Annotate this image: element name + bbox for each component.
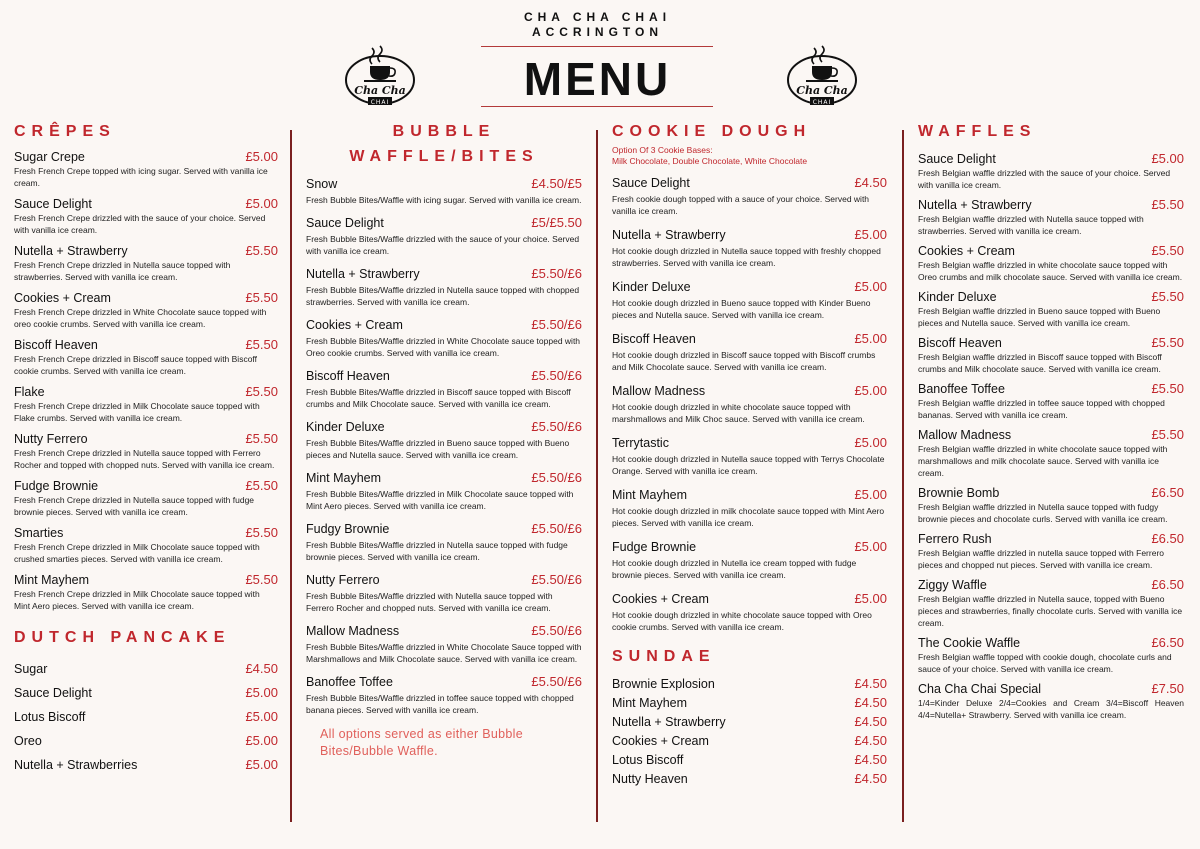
menu-item-header bbox=[14, 243, 278, 259]
menu-item-name: Sauce Delight bbox=[612, 176, 690, 190]
menu-item-description: Hot cookie dough drizzled in milk chocolate sauce topped with Mint Aero pieces. Served with vanilla ice cream. bbox=[612, 506, 885, 528]
menu-item-price: £5.50 bbox=[245, 525, 278, 540]
menu-item bbox=[918, 577, 1184, 629]
menu-item-name: Brownie Explosion bbox=[612, 677, 715, 691]
menu-item bbox=[612, 591, 887, 633]
menu-item bbox=[918, 197, 1184, 237]
menu-item-description: Fresh Belgian waffle drizzled in Nutella sauce topped with fudgy brownie pieces and chocolate curls. Served with vanilla ice cream. bbox=[918, 502, 1168, 524]
menu-item-name: Banoffee Toffee bbox=[306, 675, 393, 689]
menu-item-name: Biscoff Heaven bbox=[14, 338, 98, 352]
menu-item-price: £5.00 bbox=[854, 487, 887, 502]
menu-item bbox=[612, 752, 887, 768]
menu-item-description: Hot cookie dough drizzled in white chocolate sauce topped with marshmallows and Milk Choc sauce. Served with vanilla ice cream. bbox=[612, 402, 865, 424]
menu-item bbox=[918, 427, 1184, 479]
menu-item-header bbox=[918, 635, 1184, 651]
menu-item-price: £5.00 bbox=[245, 685, 278, 700]
svg-text:CHAI: CHAI bbox=[812, 99, 832, 106]
menu-item-description: Fresh Bubble Bites/Waffle drizzled in toffee sauce topped with chopped banana pieces. Served with vanilla ice cream. bbox=[306, 693, 574, 715]
menu-item bbox=[306, 419, 582, 461]
menu-item bbox=[612, 676, 887, 692]
menu-item bbox=[14, 685, 278, 701]
menu-item-description: Fresh French Crepe drizzled in Nutella sauce topped with fudge brownie pieces. Served with vanilla ice cream. bbox=[14, 495, 255, 517]
menu-item-price: £5.50 bbox=[245, 478, 278, 493]
menu-item-header bbox=[918, 197, 1184, 213]
menu-item-description: Fresh Bubble Bites/Waffle drizzled with the sauce of your choice. Served with vanilla ice cream. bbox=[306, 234, 580, 256]
menu-item-name: Fudge Brownie bbox=[612, 540, 697, 554]
menu-item bbox=[14, 431, 278, 471]
menu-item bbox=[918, 289, 1184, 329]
menu-item-price: £7.50 bbox=[1151, 681, 1184, 696]
menu-item-header bbox=[306, 572, 582, 588]
menu-item-name: Nutty Ferrero bbox=[306, 573, 380, 587]
menu-item bbox=[612, 331, 887, 373]
bubble-footnote: All options served as either Bubble Bites/Bubble Waffle. bbox=[320, 727, 523, 758]
menu-item-name: Cookies + Cream bbox=[612, 592, 709, 606]
menu-item-price: £4.50 bbox=[854, 752, 887, 767]
menu-item-name: Banoffee Toffee bbox=[918, 382, 1005, 396]
column-divider-3 bbox=[902, 130, 904, 822]
menu-item-description: Fresh Belgian waffle topped with cookie dough, chocolate curls and sauce of your choice. Served with vanilla ice cream. bbox=[918, 652, 1172, 674]
menu-item-name: Kinder Deluxe bbox=[918, 290, 997, 304]
crepes-title: CRÊPES bbox=[14, 123, 116, 140]
menu-item-name: Cookies + Cream bbox=[14, 291, 111, 305]
menu-item-price: £5.00 bbox=[854, 435, 887, 450]
brand-name bbox=[480, 10, 715, 40]
teacup-logo-icon bbox=[342, 44, 418, 110]
menu-item-name: Mint Mayhem bbox=[612, 488, 688, 502]
menu-item-name: Nutella + Strawberry bbox=[612, 228, 726, 242]
menu-item-price: £4.50 bbox=[854, 676, 887, 691]
menu-item-description: Hot cookie dough drizzled in Biscoff sauce topped with Biscoff crumbs and Milk Chocolate sauce. Served with vanilla ice cream. bbox=[612, 350, 876, 372]
waffles-title: WAFFLES bbox=[918, 123, 1037, 140]
menu-item-name: Cookies + Cream bbox=[612, 734, 709, 748]
brand-line-2: ACCRINGTON bbox=[531, 25, 664, 39]
menu-item-header bbox=[918, 577, 1184, 593]
menu-item-price: £5.00 bbox=[854, 331, 887, 346]
menu-item bbox=[14, 290, 278, 330]
menu-item-description: Fresh Bubble Bites/Waffle drizzled in Milk Chocolate sauce topped with Mint Aero pieces. Served with vanilla ice cream. bbox=[306, 489, 574, 511]
menu-item-price: £5.50/£6 bbox=[531, 623, 582, 638]
menu-item bbox=[306, 215, 582, 257]
menu-item-header bbox=[612, 435, 887, 451]
menu-item-header bbox=[918, 151, 1184, 167]
menu-item-price: £5.50/£6 bbox=[531, 368, 582, 383]
menu-item-name: Sauce Delight bbox=[14, 197, 92, 211]
menu-item-name: Fudge Brownie bbox=[14, 479, 99, 493]
menu-item-name: Mint Mayhem bbox=[306, 471, 382, 485]
menu-item bbox=[306, 266, 582, 308]
menu-item bbox=[918, 635, 1184, 675]
menu-item-price: £5.00 bbox=[245, 196, 278, 211]
menu-item-header bbox=[14, 290, 278, 306]
menu-item-name: Biscoff Heaven bbox=[612, 332, 696, 346]
menu-item-header bbox=[918, 335, 1184, 351]
menu-item bbox=[918, 485, 1184, 525]
menu-item-price: £5.50/£6 bbox=[531, 674, 582, 689]
menu-item-price: £4.50 bbox=[854, 733, 887, 748]
menu-item bbox=[14, 337, 278, 377]
header-top-divider bbox=[481, 46, 713, 47]
column-divider-2 bbox=[596, 130, 598, 822]
menu-item-name: Sauce Delight bbox=[14, 686, 92, 700]
menu-item bbox=[14, 757, 278, 773]
menu-item-header bbox=[918, 381, 1184, 397]
menu-item-description: Fresh Belgian waffle drizzled with the sauce of your choice. Served with vanilla ice cream. bbox=[918, 168, 1171, 190]
menu-item-description: Fresh Belgian waffle drizzled in Nutella sauce, topped with Bueno pieces and strawberries, finally chocolate curls. Served with vanilla ice cream. bbox=[918, 594, 1183, 628]
menu-item-header bbox=[306, 419, 582, 435]
menu-item-price: £5.00 bbox=[245, 757, 278, 772]
menu-item bbox=[612, 487, 887, 529]
menu-item bbox=[14, 384, 278, 424]
menu-item-description: Fresh Bubble Bites/Waffle drizzled in Biscoff sauce topped with Biscoff crumbs and Milk Chocolate sauce. Served with vanilla ice cream. bbox=[306, 387, 571, 409]
menu-item-description: Fresh Belgian waffle drizzled in Bueno sauce topped with Bueno pieces and Nutella sauce. Served with vanilla ice cream. bbox=[918, 306, 1161, 328]
menu-item bbox=[306, 674, 582, 716]
menu-item-description: Fresh Belgian waffle drizzled in Biscoff sauce topped with Biscoff crumbs and Milk chocolate sauce. Served with vanilla ice cream. bbox=[918, 352, 1162, 374]
menu-item-name: Mallow Madness bbox=[612, 384, 706, 398]
menu-item-name: Mallow Madness bbox=[918, 428, 1012, 442]
menu-item-description: Hot cookie dough drizzled in Nutella sauce topped with freshly chopped strawberries. Served with vanilla ice cream. bbox=[612, 246, 881, 268]
menu-item-price: £5.50/£6 bbox=[531, 470, 582, 485]
menu-item-price: £6.50 bbox=[1151, 531, 1184, 546]
menu-item bbox=[14, 525, 278, 565]
menu-item-description: Hot cookie dough drizzled in Nutella sauce topped with Terrys Chocolate Orange. Served with vanilla ice cream. bbox=[612, 454, 885, 476]
menu-item-price: £4.50 bbox=[245, 661, 278, 676]
sundae-list bbox=[612, 676, 887, 787]
menu-item-price: £5.50 bbox=[1151, 381, 1184, 396]
menu-item-description: Hot cookie dough drizzled in white chocolate sauce topped with Oreo cookie crumbs. Served with vanilla ice cream. bbox=[612, 610, 872, 632]
menu-item bbox=[612, 227, 887, 269]
menu-item-description: Fresh Bubble Bites/Waffle drizzled in White Chocolate sauce topped with Oreo cookie crumbs. Served with vanilla ice cream. bbox=[306, 336, 581, 358]
menu-item-description: Fresh French Crepe drizzled with the sauce of your choice. Served with vanilla ice cream. bbox=[14, 213, 266, 235]
menu-item bbox=[14, 572, 278, 612]
menu-item-price: £5.50 bbox=[245, 431, 278, 446]
logo-left bbox=[342, 44, 418, 110]
menu-item-header bbox=[306, 215, 582, 231]
menu-item-name: Biscoff Heaven bbox=[918, 336, 1002, 350]
menu-item-name: Mint Mayhem bbox=[612, 696, 688, 710]
dutch-pancake-list bbox=[14, 661, 278, 773]
menu-item-name: Kinder Deluxe bbox=[306, 420, 385, 434]
menu-item-header bbox=[612, 487, 887, 503]
menu-item-name: Nutty Ferrero bbox=[14, 432, 88, 446]
menu-item bbox=[918, 335, 1184, 375]
menu-item bbox=[612, 435, 887, 477]
menu-item-price: £5/£5.50 bbox=[531, 215, 582, 230]
svg-text:Cha Cha: Cha Cha bbox=[796, 84, 848, 97]
menu-item-header bbox=[612, 331, 887, 347]
menu-item bbox=[612, 771, 887, 787]
menu-item bbox=[612, 175, 887, 217]
menu-item-price: £4.50 bbox=[854, 175, 887, 190]
crepes-column bbox=[14, 118, 278, 781]
svg-text:CHAI: CHAI bbox=[370, 99, 390, 106]
menu-item-name: Mint Mayhem bbox=[14, 573, 90, 587]
svg-text:Cha Cha: Cha Cha bbox=[354, 84, 406, 97]
menu-item-header bbox=[918, 681, 1184, 697]
menu-item-header bbox=[918, 427, 1184, 443]
menu-item-description: Fresh French Crepe drizzled in White Chocolate sauce topped with oreo cookie crumbs. Served with vanilla ice cream. bbox=[14, 307, 267, 329]
menu-item-name: Nutella + Strawberry bbox=[306, 267, 420, 281]
menu-item-price: £5.00 bbox=[245, 149, 278, 164]
menu-item-name: Lotus Biscoff bbox=[612, 753, 684, 767]
menu-item-description: Fresh French Crepe drizzled in Milk Chocolate sauce topped with Mint Aero pieces. Served with vanilla ice cream. bbox=[14, 589, 260, 611]
menu-item-description: Fresh French Crepe topped with icing sugar. Served with vanilla ice cream. bbox=[14, 166, 268, 188]
menu-item-description: Fresh Belgian waffle drizzled in white chocolate sauce topped with Oreo crumbs and milk chocolate sauce. Served with vanilla ice cream. bbox=[918, 260, 1183, 282]
menu-item-name: Nutella + Strawberry bbox=[14, 244, 128, 258]
menu-item-price: £5.00 bbox=[854, 591, 887, 606]
menu-item-name: Sugar Crepe bbox=[14, 150, 85, 164]
menu-item-header bbox=[612, 175, 887, 191]
cookie-bases-note-line-1: Option Of 3 Cookie Bases: bbox=[612, 145, 713, 155]
menu-item-price: £4.50 bbox=[854, 695, 887, 710]
teacup-logo-icon bbox=[784, 44, 860, 110]
menu-item-description: Fresh cookie dough topped with a sauce of your choice. Served with vanilla ice cream. bbox=[612, 194, 870, 216]
menu-item-description: Fresh Bubble Bites/Waffle drizzled with Nutella sauce topped with Ferrero Rocher and chopped nuts. Served with vanilla ice cream. bbox=[306, 591, 553, 613]
menu-item bbox=[14, 661, 278, 677]
menu-item bbox=[306, 623, 582, 665]
menu-item-description: Hot cookie dough drizzled in Bueno sauce topped with Kinder Bueno pieces and Nutella sauce. Served with vanilla ice cream. bbox=[612, 298, 871, 320]
menu-item-description: Fresh Bubble Bites/Waffle with icing sugar. Served with vanilla ice cream. bbox=[306, 195, 582, 205]
menu-item-name: Brownie Bomb bbox=[918, 486, 1000, 500]
menu-item-name: Ziggy Waffle bbox=[918, 578, 987, 592]
menu-item-name: Flake bbox=[14, 385, 45, 399]
menu-item-header bbox=[14, 525, 278, 541]
cookie-bases-note-line-2: Milk Chocolate, Double Chocolate, White Chocolate bbox=[612, 156, 808, 166]
menu-item-price: £5.50 bbox=[1151, 335, 1184, 350]
menu-item bbox=[306, 317, 582, 359]
menu-item-price: £5.50/£6 bbox=[531, 521, 582, 536]
menu-item-name: Smarties bbox=[14, 526, 64, 540]
menu-item-description: Fresh Bubble Bites/Waffle drizzled in Nutella sauce topped with fudge brownie pieces. Served with vanilla ice cream. bbox=[306, 540, 568, 562]
menu-item-description: Fresh Belgian waffle drizzled with Nutella sauce topped with strawberries. Served with vanilla ice cream. bbox=[918, 214, 1144, 236]
menu-item-header bbox=[612, 279, 887, 295]
menu-item-name: Biscoff Heaven bbox=[306, 369, 390, 383]
menu-item-header bbox=[918, 289, 1184, 305]
menu-item bbox=[612, 279, 887, 321]
header-bottom-divider bbox=[481, 106, 713, 107]
menu-item-header bbox=[612, 227, 887, 243]
menu-item-name: Cookies + Cream bbox=[306, 318, 403, 332]
menu-item-name: Lotus Biscoff bbox=[14, 710, 86, 724]
menu-item-price: £4.50 bbox=[854, 714, 887, 729]
menu-item-description: Fresh French Crepe drizzled in Nutella sauce topped with Ferrero Rocher and topped with chopped nuts. Served with vanilla ice cream. bbox=[14, 448, 275, 470]
menu-item-header bbox=[14, 478, 278, 494]
menu-item-header bbox=[918, 243, 1184, 259]
menu-item-description: Fresh Bubble Bites/Waffle drizzled in Nutella sauce topped with chopped strawberries. Served with vanilla ice cream. bbox=[306, 285, 580, 307]
menu-item-name: Nutty Heaven bbox=[612, 772, 688, 786]
menu-item bbox=[14, 709, 278, 725]
menu-item-description: Fresh French Crepe drizzled in Nutella sauce topped with strawberries. Served with vanilla ice cream. bbox=[14, 260, 231, 282]
menu-item-name: The Cookie Waffle bbox=[918, 636, 1021, 650]
menu-header bbox=[0, 0, 1200, 110]
menu-item bbox=[918, 381, 1184, 421]
menu-item-header bbox=[612, 591, 887, 607]
menu-item-name: Ferrero Rush bbox=[918, 532, 992, 546]
menu-item-name: Nutella + Strawberry bbox=[612, 715, 726, 729]
menu-item-price: £5.00 bbox=[854, 279, 887, 294]
cookie-dough-column bbox=[612, 118, 887, 790]
menu-item-description: Fresh Bubble Bites/Waffle drizzled in Bueno sauce topped with Bueno pieces and Nutella sauce. Served with vanilla ice cream. bbox=[306, 438, 570, 460]
menu-item-name: Nutella + Strawberries bbox=[14, 758, 138, 772]
menu-item-description: Fresh French Crepe drizzled in Milk Chocolate sauce topped with crushed smarties pieces. Served with vanilla ice cream. bbox=[14, 542, 260, 564]
menu-item-description: Fresh Belgian waffle drizzled in white chocolate sauce topped with marshmallows and milk chocolate sauce. Served with vanilla ice cream. bbox=[918, 444, 1168, 478]
menu-item-price: £6.50 bbox=[1151, 635, 1184, 650]
menu-item-price: £4.50 bbox=[854, 771, 887, 786]
menu-item bbox=[14, 149, 278, 189]
menu-item-header bbox=[14, 196, 278, 212]
menu-item bbox=[306, 521, 582, 563]
menu-item-price: £5.50 bbox=[1151, 427, 1184, 442]
menu-item bbox=[612, 539, 887, 581]
dutch-pancake-title: DUTCH PANCAKE bbox=[14, 629, 231, 646]
menu-item-price: £5.00 bbox=[854, 227, 887, 242]
menu-item-price: £6.50 bbox=[1151, 485, 1184, 500]
menu-item-price: £5.50 bbox=[1151, 243, 1184, 258]
menu-item-header bbox=[306, 674, 582, 690]
bubble-waffle-list bbox=[306, 176, 582, 716]
menu-item-header bbox=[14, 572, 278, 588]
waffles-column bbox=[918, 118, 1184, 727]
menu-item-description: Hot cookie dough drizzled in Nutella ice cream topped with fudge brownie pieces. Served with vanilla ice cream. bbox=[612, 558, 857, 580]
menu-item-header bbox=[306, 521, 582, 537]
menu-item-header bbox=[306, 623, 582, 639]
menu-item-description: Fresh French Crepe drizzled in Milk Chocolate sauce topped with Flake crumbs. Served with vanilla ice cream. bbox=[14, 401, 260, 423]
menu-item bbox=[14, 196, 278, 236]
menu-item bbox=[306, 470, 582, 512]
menu-item-description: Fresh Bubble Bites/Waffle drizzled in White Chocolate Sauce topped with Marshmallows and Milk Chocolate sauce. Served with vanilla ice cream. bbox=[306, 642, 582, 664]
menu-item-description: Fresh French Crepe drizzled in Biscoff sauce topped with Biscoff cookie crumbs. Served with vanilla ice cream. bbox=[14, 354, 257, 376]
menu-item-price: £5.50 bbox=[1151, 197, 1184, 212]
menu-item bbox=[612, 383, 887, 425]
menu-item-price: £5.50 bbox=[1151, 289, 1184, 304]
menu-item-price: £5.50/£6 bbox=[531, 317, 582, 332]
menu-item-header bbox=[14, 337, 278, 353]
menu-item-name: Cha Cha Chai Special bbox=[918, 682, 1041, 696]
menu-item-name: Oreo bbox=[14, 734, 42, 748]
menu-item-header bbox=[306, 317, 582, 333]
bubble-waffle-column bbox=[306, 118, 582, 760]
bubble-title-line-2: WAFFLE/BITES bbox=[349, 148, 539, 165]
menu-item bbox=[306, 176, 582, 206]
cookie-dough-title: COOKIE DOUGH bbox=[612, 123, 812, 140]
page-title: MENU bbox=[523, 53, 672, 105]
menu-item-price: £5.50 bbox=[245, 290, 278, 305]
menu-item bbox=[612, 733, 887, 749]
menu-item-name: Sugar bbox=[14, 662, 48, 676]
menu-item-header bbox=[14, 431, 278, 447]
menu-item-description: 1/4=Kinder Deluxe 2/4=Cookies and Cream 3/4=Biscoff Heaven 4/4=Nutella+ Strawberry. Served with vanilla ice cream. bbox=[918, 698, 1184, 720]
menu-item-name: Mallow Madness bbox=[306, 624, 400, 638]
menu-item bbox=[14, 478, 278, 518]
menu-item-price: £5.00 bbox=[854, 539, 887, 554]
menu-item-header bbox=[306, 266, 582, 282]
brand-line-1: CHA CHA CHAI bbox=[523, 10, 672, 24]
menu-item-price: £5.00 bbox=[245, 709, 278, 724]
sundae-title: SUNDAE bbox=[612, 648, 716, 665]
menu-item-price: £4.50/£5 bbox=[531, 176, 582, 191]
menu-item-header bbox=[918, 485, 1184, 501]
menu-item bbox=[918, 243, 1184, 283]
menu-item bbox=[306, 368, 582, 410]
menu-item-price: £5.00 bbox=[245, 733, 278, 748]
menu-item-description: Fresh Belgian waffle drizzled in nutella sauce topped with Ferrero pieces and chopped nut pieces. Served with vanilla ice cream. bbox=[918, 548, 1165, 570]
menu-item-name: Nutella + Strawberry bbox=[918, 198, 1032, 212]
menu-item-header bbox=[612, 539, 887, 555]
menu-item-price: £6.50 bbox=[1151, 577, 1184, 592]
menu-item-price: £5.50 bbox=[245, 572, 278, 587]
menu-item-price: £5.50 bbox=[245, 337, 278, 352]
menu-item-price: £5.50/£6 bbox=[531, 266, 582, 281]
menu-item-header bbox=[918, 531, 1184, 547]
menu-item-name: Fudgy Brownie bbox=[306, 522, 390, 536]
menu-item bbox=[918, 151, 1184, 191]
menu-item-price: £5.50 bbox=[245, 384, 278, 399]
menu-item-price: £5.00 bbox=[854, 383, 887, 398]
menu-item-name: Kinder Deluxe bbox=[612, 280, 691, 294]
menu-item-header bbox=[14, 149, 278, 165]
menu-item-name: Sauce Delight bbox=[918, 152, 996, 166]
menu-item-header bbox=[306, 368, 582, 384]
menu-item-name: Sauce Delight bbox=[306, 216, 384, 230]
logo-right bbox=[784, 44, 860, 110]
bubble-title-line-1: BUBBLE bbox=[392, 123, 496, 140]
cookie-dough-list bbox=[612, 175, 887, 633]
menu-item-header bbox=[612, 383, 887, 399]
cookie-bases-note bbox=[612, 145, 887, 167]
menu-item bbox=[14, 733, 278, 749]
menu-item-header bbox=[14, 384, 278, 400]
menu-item bbox=[612, 714, 887, 730]
menu-item bbox=[306, 572, 582, 614]
crepes-list bbox=[14, 149, 278, 612]
menu-item-header bbox=[306, 470, 582, 486]
menu-item bbox=[612, 695, 887, 711]
menu-item-header bbox=[306, 176, 582, 192]
menu-item bbox=[14, 243, 278, 283]
menu-item-description: Fresh Belgian waffle drizzled in toffee sauce topped with chopped bananas. Served with vanilla ice cream. bbox=[918, 398, 1165, 420]
menu-item-price: £5.00 bbox=[1151, 151, 1184, 166]
menu-item-price: £5.50/£6 bbox=[531, 572, 582, 587]
menu-item bbox=[918, 681, 1184, 721]
menu-item-price: £5.50/£6 bbox=[531, 419, 582, 434]
menu-item bbox=[918, 531, 1184, 571]
waffles-list bbox=[918, 151, 1184, 721]
menu-item-name: Snow bbox=[306, 177, 338, 191]
menu-item-price: £5.50 bbox=[245, 243, 278, 258]
menu-item-name: Cookies + Cream bbox=[918, 244, 1015, 258]
column-divider-1 bbox=[290, 130, 292, 822]
menu-item-name: Terrytastic bbox=[612, 436, 669, 450]
